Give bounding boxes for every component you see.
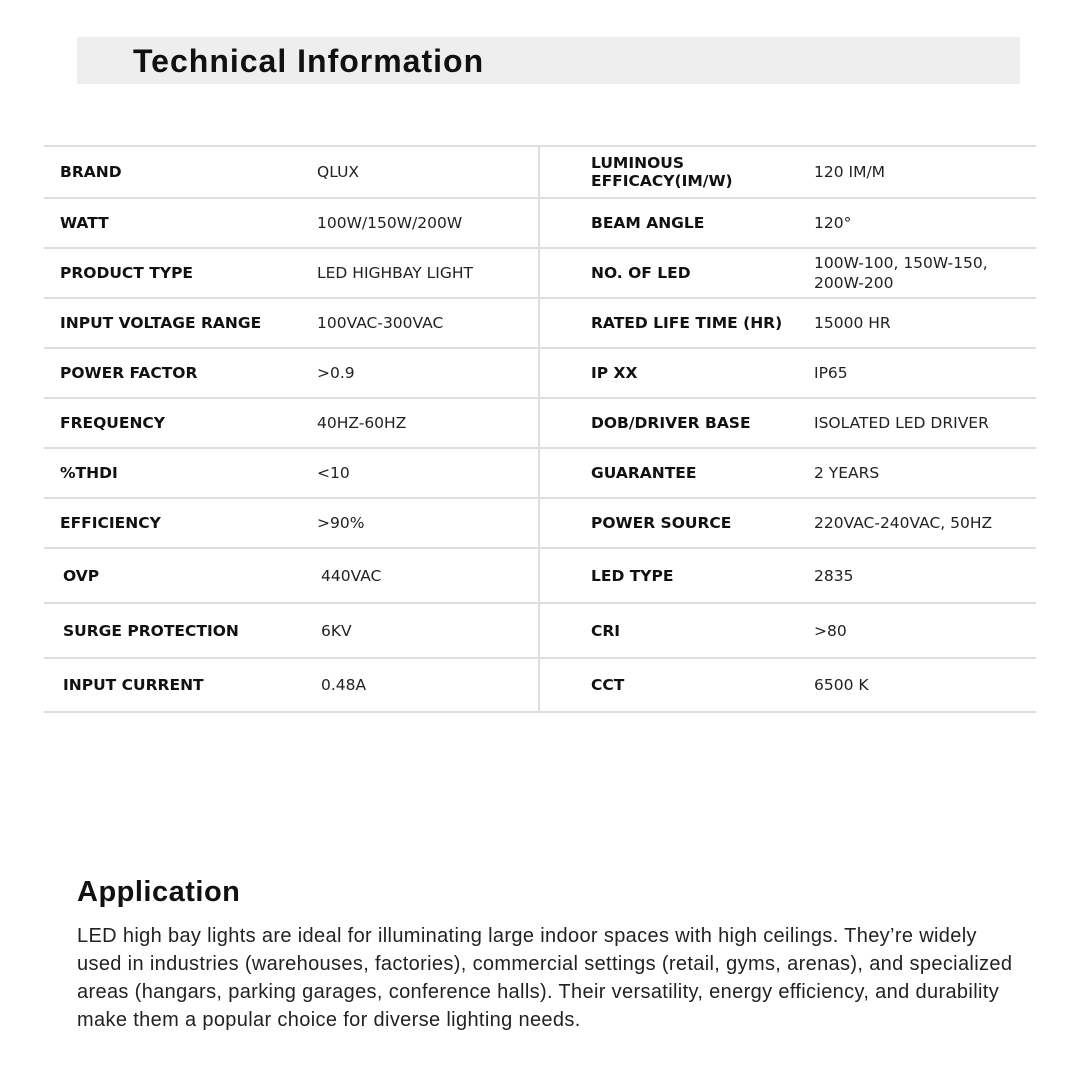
spec-value: >0.9 xyxy=(317,348,539,398)
spec-label: POWER FACTOR xyxy=(44,348,317,398)
spec-label: NO. OF LED xyxy=(539,248,814,298)
spec-value: 120° xyxy=(814,198,1036,248)
spec-value: 6KV xyxy=(317,603,539,658)
spec-row xyxy=(44,498,1036,548)
spec-label: GUARANTEE xyxy=(539,448,814,498)
spec-label: LUMINOUS EFFICACY(IM/W) xyxy=(539,146,814,198)
spec-value: >80 xyxy=(814,603,1036,658)
spec-label: WATT xyxy=(44,198,317,248)
spec-row xyxy=(44,198,1036,248)
spec-label: LED TYPE xyxy=(539,548,814,603)
spec-value: 440VAC xyxy=(317,548,539,603)
spec-row xyxy=(44,298,1036,348)
spec-label: CCT xyxy=(539,658,814,712)
spec-label: INPUT VOLTAGE RANGE xyxy=(44,298,317,348)
spec-value: 120 IM/M xyxy=(814,146,1036,198)
spec-value: 100W-100, 150W-150, 200W-200 xyxy=(814,248,1036,298)
spec-label: RATED LIFE TIME (HR) xyxy=(539,298,814,348)
spec-label: INPUT CURRENT xyxy=(44,658,317,712)
spec-table xyxy=(44,145,1036,713)
spec-value: 2 YEARS xyxy=(814,448,1036,498)
spec-value: 15000 HR xyxy=(814,298,1036,348)
spec-label: EFFICIENCY xyxy=(44,498,317,548)
spec-label: CRI xyxy=(539,603,814,658)
spec-value: 40HZ-60HZ xyxy=(317,398,539,448)
spec-label: POWER SOURCE xyxy=(539,498,814,548)
spec-value: QLUX xyxy=(317,146,539,198)
spec-value: 0.48A xyxy=(317,658,539,712)
spec-row xyxy=(44,603,1036,658)
spec-label: OVP xyxy=(44,548,317,603)
spec-value: ISOLATED LED DRIVER xyxy=(814,398,1036,448)
spec-label: DOB/DRIVER BASE xyxy=(539,398,814,448)
spec-row xyxy=(44,248,1036,298)
page-title: Technical Information xyxy=(133,43,485,79)
spec-label: SURGE PROTECTION xyxy=(44,603,317,658)
spec-row xyxy=(44,348,1036,398)
spec-value: 100W/150W/200W xyxy=(317,198,539,248)
spec-row xyxy=(44,448,1036,498)
spec-row xyxy=(44,658,1036,712)
spec-value: <10 xyxy=(317,448,539,498)
spec-label: FREQUENCY xyxy=(44,398,317,448)
spec-value: LED HIGHBAY LIGHT xyxy=(317,248,539,298)
application-heading: Application xyxy=(77,876,241,908)
spec-label: IP XX xyxy=(539,348,814,398)
spec-value: 100VAC-300VAC xyxy=(317,298,539,348)
spec-value: IP65 xyxy=(814,348,1036,398)
spec-value: >90% xyxy=(317,498,539,548)
application-description: LED high bay lights are ideal for illuminating large indoor spaces with high ceilings. They’re widely used in industries (warehouses, factories), commercial settings (retail, gyms, arenas), and specialized areas (hangars, parking garages, conference halls). Their versatility, energy efficiency, and durability make them a popular choice for diverse lighting needs. xyxy=(77,925,1013,1031)
spec-label: BRAND xyxy=(44,146,317,198)
spec-value: 6500 K xyxy=(814,658,1036,712)
spec-row xyxy=(44,548,1036,603)
spec-label: PRODUCT TYPE xyxy=(44,248,317,298)
spec-label: BEAM ANGLE xyxy=(539,198,814,248)
spec-row xyxy=(44,146,1036,198)
spec-row xyxy=(44,398,1036,448)
spec-value: 220VAC-240VAC, 50HZ xyxy=(814,498,1036,548)
title-banner xyxy=(77,37,1020,84)
spec-label: %THDI xyxy=(44,448,317,498)
spec-value: 2835 xyxy=(814,548,1036,603)
